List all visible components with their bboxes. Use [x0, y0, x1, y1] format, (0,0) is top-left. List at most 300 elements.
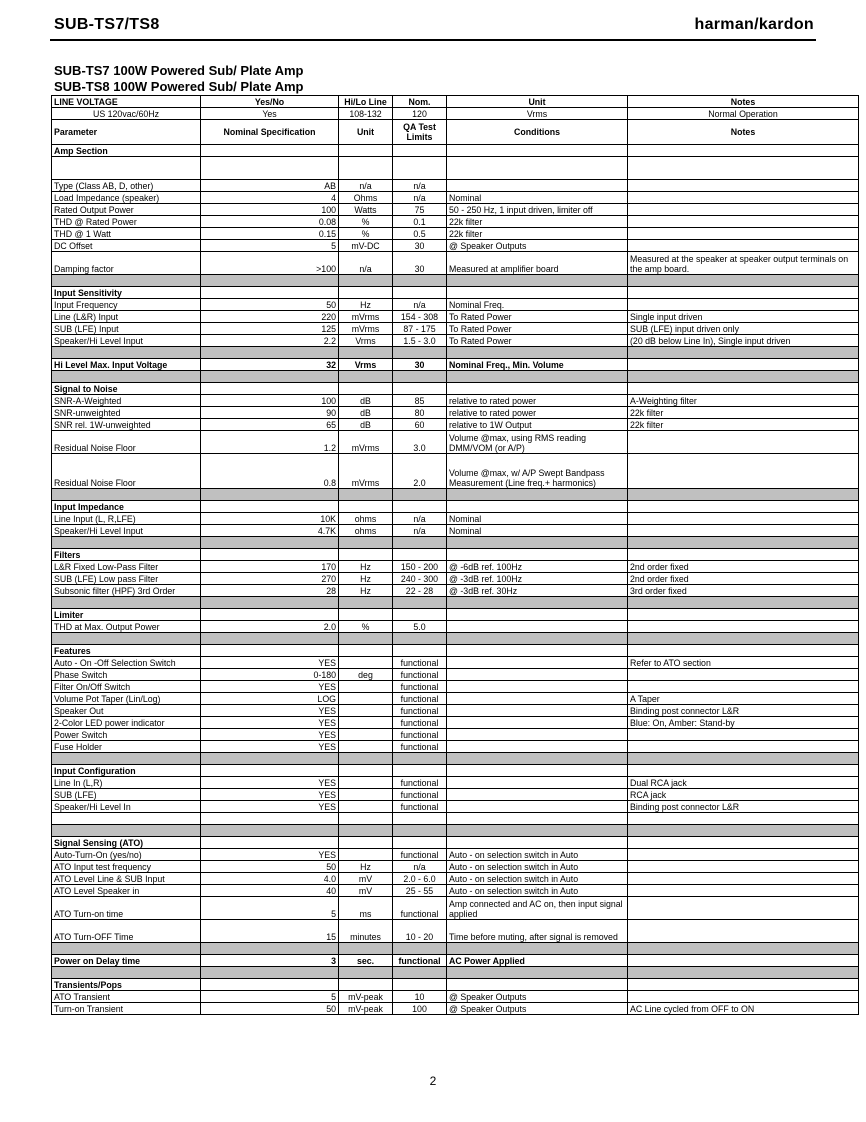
unit-cell: Vrms: [339, 359, 393, 371]
separator-cell: [339, 943, 393, 955]
notes-cell: (20 dB below Line In), Single input driven: [628, 335, 859, 347]
parameter-cell: SNR-unweighted: [52, 407, 201, 419]
notes-cell: [628, 431, 859, 454]
unit-cell: n/a: [339, 252, 393, 275]
unit-cell: %: [339, 216, 393, 228]
empty-cell: [339, 501, 393, 513]
notes-cell: 2nd order fixed: [628, 573, 859, 585]
unit-cell: Hz: [339, 585, 393, 597]
line-voltage-cell: 108-132: [339, 108, 393, 120]
unit-cell: [339, 705, 393, 717]
table-row: [52, 967, 859, 979]
empty-cell: [201, 157, 339, 180]
table-row: [52, 979, 859, 991]
empty-cell: [201, 837, 339, 849]
qa-limit-cell: 87 - 175: [393, 323, 447, 335]
nominal-cell: 100: [201, 204, 339, 216]
conditions-cell: @ -3dB ref. 30Hz: [447, 585, 628, 597]
conditions-cell: Nominal Freq.: [447, 299, 628, 311]
conditions-cell: relative to rated power: [447, 407, 628, 419]
parameter-cell: SUB (LFE) Input: [52, 323, 201, 335]
table-row: [52, 407, 859, 419]
qa-limit-cell: 75: [393, 204, 447, 216]
parameter-cell: ATO Turn-on time: [52, 897, 201, 920]
nominal-cell: 50: [201, 1003, 339, 1015]
unit-cell: n/a: [339, 180, 393, 192]
qa-limit-cell: 30: [393, 240, 447, 252]
parameter-cell: Fuse Holder: [52, 741, 201, 753]
conditions-cell: Auto - on selection switch in Auto: [447, 861, 628, 873]
nominal-cell: 5: [201, 991, 339, 1003]
table-row: [52, 537, 859, 549]
separator-cell: [447, 597, 628, 609]
nominal-cell: 170: [201, 561, 339, 573]
separator-cell: [339, 347, 393, 359]
notes-cell: Dual RCA jack: [628, 777, 859, 789]
separator-cell: [201, 275, 339, 287]
parameter-cell: Speaker Out: [52, 705, 201, 717]
separator-cell: [393, 943, 447, 955]
separator-cell: [628, 597, 859, 609]
parameter-cell: THD at Max. Output Power: [52, 621, 201, 633]
qa-limit-cell: 5.0: [393, 621, 447, 633]
notes-cell: [628, 299, 859, 311]
nominal-cell: 50: [201, 861, 339, 873]
nominal-cell: YES: [201, 681, 339, 693]
nominal-cell: 4: [201, 192, 339, 204]
line-voltage-cell: Normal Operation: [628, 108, 859, 120]
separator-cell: [628, 825, 859, 837]
empty-cell: [201, 287, 339, 299]
unit-cell: dB: [339, 407, 393, 419]
empty-cell: [201, 813, 339, 825]
table-row: [52, 705, 859, 717]
nominal-cell: 2.0: [201, 621, 339, 633]
unit-cell: ms: [339, 897, 393, 920]
qa-limit-cell: 240 - 300: [393, 573, 447, 585]
nominal-cell: 100: [201, 395, 339, 407]
nominal-cell: 50: [201, 299, 339, 311]
conditions-cell: Volume @max, using RMS reading DMM/VOM (or A/P): [447, 431, 628, 454]
separator-cell: [339, 371, 393, 383]
section-heading: Signal Sensing (ATO): [52, 837, 201, 849]
table-row: [52, 681, 859, 693]
separator-cell: [52, 347, 201, 359]
separator-cell: [628, 371, 859, 383]
empty-cell: [52, 813, 201, 825]
unit-cell: %: [339, 621, 393, 633]
conditions-cell: [447, 777, 628, 789]
table-row: [52, 573, 859, 585]
notes-cell: 22k filter: [628, 419, 859, 431]
empty-cell: [393, 979, 447, 991]
empty-cell: [339, 157, 393, 180]
parameter-cell: SUB (LFE): [52, 789, 201, 801]
separator-cell: [201, 489, 339, 501]
conditions-cell: @ -6dB ref. 100Hz: [447, 561, 628, 573]
section-heading: Signal to Noise: [52, 383, 201, 395]
conditions-cell: Auto - on selection switch in Auto: [447, 885, 628, 897]
table-row: [52, 885, 859, 897]
table-row: [52, 252, 859, 275]
notes-cell: [628, 228, 859, 240]
separator-cell: [201, 825, 339, 837]
empty-cell: [339, 645, 393, 657]
separator-cell: [52, 537, 201, 549]
separator-cell: [628, 537, 859, 549]
empty-cell: [201, 145, 339, 157]
spec-table: [51, 95, 859, 1015]
notes-cell: [628, 669, 859, 681]
unit-cell: Hz: [339, 861, 393, 873]
notes-cell: [628, 849, 859, 861]
separator-cell: [447, 753, 628, 765]
notes-cell: SUB (LFE) input driven only: [628, 323, 859, 335]
empty-cell: [201, 383, 339, 395]
table-row: [52, 419, 859, 431]
notes-cell: [628, 991, 859, 1003]
qa-limit-cell: 2.0: [393, 454, 447, 489]
qa-limit-cell: n/a: [393, 299, 447, 311]
line-voltage-header-row: [52, 96, 859, 108]
table-row: [52, 228, 859, 240]
empty-cell: [628, 287, 859, 299]
qa-limit-cell: functional: [393, 705, 447, 717]
separator-cell: [393, 825, 447, 837]
parameter-cell: ATO Transient: [52, 991, 201, 1003]
unit-cell: Ohms: [339, 192, 393, 204]
parameter-cell: Load Impedance (speaker): [52, 192, 201, 204]
unit-cell: Watts: [339, 204, 393, 216]
conditions-cell: [447, 681, 628, 693]
notes-cell: [628, 885, 859, 897]
unit-cell: [339, 681, 393, 693]
table-row: [52, 287, 859, 299]
nominal-cell: YES: [201, 657, 339, 669]
empty-cell: [393, 609, 447, 621]
separator-cell: [52, 597, 201, 609]
table-row: [52, 609, 859, 621]
separator-cell: [52, 633, 201, 645]
notes-cell: Binding post connector L&R: [628, 705, 859, 717]
table-row: [52, 645, 859, 657]
notes-cell: [628, 192, 859, 204]
qa-limit-cell: 30: [393, 252, 447, 275]
unit-cell: [339, 693, 393, 705]
empty-cell: [628, 501, 859, 513]
parameter-cell: Auto-Turn-On (yes/no): [52, 849, 201, 861]
unit-cell: ohms: [339, 525, 393, 537]
parameter-cell: Speaker/Hi Level Input: [52, 335, 201, 347]
empty-cell: [447, 813, 628, 825]
section-heading: Filters: [52, 549, 201, 561]
table-row: [52, 657, 859, 669]
table-row: [52, 943, 859, 955]
notes-cell: A Taper: [628, 693, 859, 705]
nominal-cell: YES: [201, 849, 339, 861]
line-voltage-cell: Yes: [201, 108, 339, 120]
notes-cell: 22k filter: [628, 407, 859, 419]
table-row: [52, 777, 859, 789]
nominal-cell: YES: [201, 729, 339, 741]
notes-cell: [628, 359, 859, 371]
empty-cell: [201, 645, 339, 657]
conditions-cell: [447, 789, 628, 801]
separator-cell: [393, 489, 447, 501]
parameter-cell: Speaker/Hi Level In: [52, 801, 201, 813]
separator-cell: [339, 825, 393, 837]
empty-cell: [339, 609, 393, 621]
table-row: [52, 849, 859, 861]
parameter-cell: Auto - On -Off Selection Switch: [52, 657, 201, 669]
empty-cell: [339, 765, 393, 777]
parameter-header-cell: Nominal Specification: [201, 120, 339, 145]
empty-cell: [628, 813, 859, 825]
separator-cell: [393, 597, 447, 609]
separator-cell: [52, 825, 201, 837]
unit-cell: [339, 849, 393, 861]
section-heading: Transients/Pops: [52, 979, 201, 991]
empty-cell: [393, 501, 447, 513]
separator-cell: [52, 371, 201, 383]
conditions-cell: Auto - on selection switch in Auto: [447, 849, 628, 861]
empty-cell: [447, 765, 628, 777]
qa-limit-cell: n/a: [393, 525, 447, 537]
qa-limit-cell: functional: [393, 693, 447, 705]
qa-limit-cell: functional: [393, 669, 447, 681]
unit-cell: sec.: [339, 955, 393, 967]
table-row: [52, 311, 859, 323]
parameter-cell: Filter On/Off Switch: [52, 681, 201, 693]
title-line-1: SUB-TS7 100W Powered Sub/ Plate Amp: [54, 63, 304, 78]
conditions-cell: [447, 801, 628, 813]
notes-cell: [628, 920, 859, 943]
conditions-cell: Auto - on selection switch in Auto: [447, 873, 628, 885]
separator-cell: [52, 275, 201, 287]
table-row: [52, 633, 859, 645]
conditions-cell: 50 - 250 Hz, 1 input driven, limiter off: [447, 204, 628, 216]
parameter-cell: Hi Level Max. Input Voltage: [52, 359, 201, 371]
separator-cell: [201, 943, 339, 955]
title-line-2: SUB-TS8 100W Powered Sub/ Plate Amp: [54, 79, 304, 94]
separator-cell: [339, 537, 393, 549]
empty-cell: [339, 287, 393, 299]
separator-cell: [339, 633, 393, 645]
parameter-cell: Volume Pot Taper (Lin/Log): [52, 693, 201, 705]
qa-limit-cell: 25 - 55: [393, 885, 447, 897]
line-voltage-cell: 120: [393, 108, 447, 120]
nominal-cell: YES: [201, 705, 339, 717]
qa-limit-cell: functional: [393, 849, 447, 861]
empty-cell: [201, 501, 339, 513]
empty-cell: [201, 765, 339, 777]
separator-cell: [447, 537, 628, 549]
separator-cell: [339, 967, 393, 979]
parameter-header-cell: Conditions: [447, 120, 628, 145]
nominal-cell: 15: [201, 920, 339, 943]
separator-cell: [447, 371, 628, 383]
conditions-cell: Nominal: [447, 513, 628, 525]
qa-limit-cell: n/a: [393, 513, 447, 525]
empty-cell: [628, 383, 859, 395]
qa-limit-cell: 30: [393, 359, 447, 371]
unit-cell: [339, 777, 393, 789]
separator-cell: [52, 943, 201, 955]
separator-cell: [339, 597, 393, 609]
nominal-cell: 5: [201, 240, 339, 252]
nominal-cell: YES: [201, 801, 339, 813]
nominal-cell: LOG: [201, 693, 339, 705]
empty-cell: [393, 549, 447, 561]
parameter-cell: ATO Level Speaker in: [52, 885, 201, 897]
empty-cell: [447, 837, 628, 849]
conditions-cell: [447, 621, 628, 633]
notes-cell: [628, 216, 859, 228]
table-row: [52, 825, 859, 837]
table-row: [52, 1003, 859, 1015]
table-row: [52, 204, 859, 216]
conditions-cell: Amp connected and AC on, then input signal applied: [447, 897, 628, 920]
separator-cell: [393, 537, 447, 549]
empty-cell: [447, 549, 628, 561]
notes-cell: [628, 897, 859, 920]
table-row: [52, 955, 859, 967]
parameter-header-row: [52, 120, 859, 145]
table-row: [52, 561, 859, 573]
line-voltage-header-cell: Unit: [447, 96, 628, 108]
parameter-header-cell: Notes: [628, 120, 859, 145]
table-row: [52, 920, 859, 943]
conditions-cell: [447, 741, 628, 753]
nominal-cell: 125: [201, 323, 339, 335]
qa-limit-cell: functional: [393, 657, 447, 669]
nominal-cell: 40: [201, 885, 339, 897]
unit-cell: mVrms: [339, 323, 393, 335]
conditions-cell: @ -3dB ref. 100Hz: [447, 573, 628, 585]
nominal-cell: 1.2: [201, 431, 339, 454]
conditions-cell: relative to 1W Output: [447, 419, 628, 431]
empty-cell: [628, 157, 859, 180]
notes-cell: Single input driven: [628, 311, 859, 323]
unit-cell: mV: [339, 873, 393, 885]
separator-cell: [447, 489, 628, 501]
table-row: [52, 431, 859, 454]
conditions-cell: Measured at amplifier board: [447, 252, 628, 275]
conditions-cell: Time before muting, after signal is removed: [447, 920, 628, 943]
empty-cell: [52, 157, 201, 180]
table-row: [52, 861, 859, 873]
parameter-cell: Residual Noise Floor: [52, 454, 201, 489]
nominal-cell: >100: [201, 252, 339, 275]
parameter-cell: ATO Turn-OFF Time: [52, 920, 201, 943]
notes-cell: RCA jack: [628, 789, 859, 801]
empty-cell: [628, 979, 859, 991]
parameter-header-cell: Unit: [339, 120, 393, 145]
parameter-cell: Power Switch: [52, 729, 201, 741]
conditions-cell: Nominal Freq., Min. Volume: [447, 359, 628, 371]
separator-cell: [628, 633, 859, 645]
nominal-cell: 5: [201, 897, 339, 920]
table-row: [52, 395, 859, 407]
conditions-cell: 22k filter: [447, 228, 628, 240]
table-row: [52, 873, 859, 885]
table-row: [52, 525, 859, 537]
parameter-cell: Phase Switch: [52, 669, 201, 681]
parameter-cell: 2-Color LED power indicator: [52, 717, 201, 729]
separator-cell: [339, 275, 393, 287]
line-voltage-header-cell: Nom.: [393, 96, 447, 108]
empty-cell: [447, 145, 628, 157]
conditions-cell: [447, 705, 628, 717]
empty-cell: [628, 765, 859, 777]
qa-limit-cell: functional: [393, 681, 447, 693]
parameter-cell: Type (Class AB, D, other): [52, 180, 201, 192]
conditions-cell: [447, 717, 628, 729]
separator-cell: [393, 347, 447, 359]
empty-cell: [201, 979, 339, 991]
nominal-cell: YES: [201, 717, 339, 729]
table-row: [52, 192, 859, 204]
unit-cell: mV: [339, 885, 393, 897]
notes-cell: [628, 621, 859, 633]
conditions-cell: 22k filter: [447, 216, 628, 228]
unit-cell: mVrms: [339, 311, 393, 323]
empty-cell: [447, 287, 628, 299]
table-row: [52, 669, 859, 681]
unit-cell: [339, 729, 393, 741]
conditions-cell: To Rated Power: [447, 311, 628, 323]
separator-cell: [447, 633, 628, 645]
conditions-cell: [447, 669, 628, 681]
header-rule: [50, 39, 816, 41]
section-heading: Features: [52, 645, 201, 657]
qa-limit-cell: 3.0: [393, 431, 447, 454]
parameter-header-cell: QA Test Limits: [393, 120, 447, 145]
unit-cell: %: [339, 228, 393, 240]
parameter-cell: Residual Noise Floor: [52, 431, 201, 454]
conditions-cell: @ Speaker Outputs: [447, 240, 628, 252]
line-voltage-header-cell: LINE VOLTAGE: [52, 96, 201, 108]
table-row: [52, 897, 859, 920]
separator-cell: [393, 967, 447, 979]
separator-cell: [52, 967, 201, 979]
notes-cell: A-Weighting filter: [628, 395, 859, 407]
empty-cell: [393, 145, 447, 157]
unit-cell: [339, 657, 393, 669]
doc-model-header: SUB-TS7/TS8: [54, 16, 160, 33]
conditions-cell: [447, 729, 628, 741]
conditions-cell: [447, 693, 628, 705]
separator-cell: [628, 967, 859, 979]
table-row: [52, 323, 859, 335]
section-heading: Amp Section: [52, 145, 201, 157]
empty-cell: [339, 549, 393, 561]
parameter-cell: THD @ 1 Watt: [52, 228, 201, 240]
conditions-cell: To Rated Power: [447, 335, 628, 347]
conditions-cell: @ Speaker Outputs: [447, 1003, 628, 1015]
notes-cell: [628, 513, 859, 525]
empty-cell: [628, 609, 859, 621]
nominal-cell: 28: [201, 585, 339, 597]
separator-cell: [628, 489, 859, 501]
qa-limit-cell: 150 - 200: [393, 561, 447, 573]
unit-cell: minutes: [339, 920, 393, 943]
qa-limit-cell: 10 - 20: [393, 920, 447, 943]
empty-cell: [339, 837, 393, 849]
qa-limit-cell: 60: [393, 419, 447, 431]
empty-cell: [628, 145, 859, 157]
table-row: [52, 717, 859, 729]
